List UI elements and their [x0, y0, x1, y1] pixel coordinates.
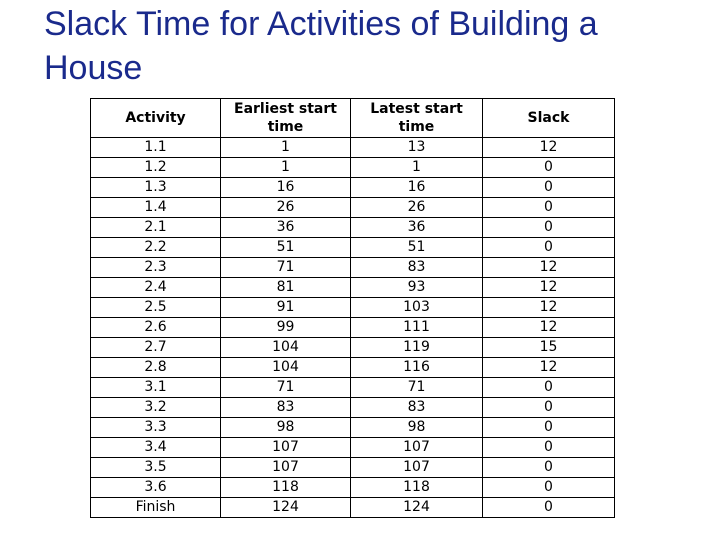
- header-activity: Activity: [91, 99, 221, 138]
- cell-earliest-start: 26: [221, 198, 351, 218]
- cell-activity: 2.4: [91, 278, 221, 298]
- cell-latest-start: 116: [351, 358, 483, 378]
- cell-earliest-start: 104: [221, 338, 351, 358]
- slide-title: Slack Time for Activities of Building a House: [44, 5, 598, 87]
- cell-latest-start: 16: [351, 178, 483, 198]
- table-row: [91, 438, 615, 458]
- cell-latest-start: 1: [351, 158, 483, 178]
- cell-latest-start: 93: [351, 278, 483, 298]
- cell-earliest-start: 1: [221, 158, 351, 178]
- cell-slack: 0: [483, 198, 615, 218]
- cell-slack: 0: [483, 418, 615, 438]
- table-row: [91, 238, 615, 258]
- cell-activity: 1.2: [91, 158, 221, 178]
- table-row: [91, 378, 615, 398]
- cell-slack: 12: [483, 298, 615, 318]
- cell-earliest-start: 83: [221, 398, 351, 418]
- cell-earliest-start: 91: [221, 298, 351, 318]
- cell-latest-start: 26: [351, 198, 483, 218]
- table-row: [91, 138, 615, 158]
- table-row: [91, 318, 615, 338]
- cell-slack: 12: [483, 358, 615, 378]
- cell-latest-start: 83: [351, 258, 483, 278]
- cell-earliest-start: 51: [221, 238, 351, 258]
- cell-activity: 3.2: [91, 398, 221, 418]
- cell-slack: 0: [483, 458, 615, 478]
- table-row: [91, 398, 615, 418]
- header-slack: Slack: [483, 99, 615, 138]
- table-row: [91, 418, 615, 438]
- table-row: [91, 218, 615, 238]
- cell-latest-start: 103: [351, 298, 483, 318]
- cell-earliest-start: 107: [221, 458, 351, 478]
- table-row: [91, 278, 615, 298]
- cell-slack: 0: [483, 178, 615, 198]
- table-header: [91, 99, 615, 138]
- cell-latest-start: 71: [351, 378, 483, 398]
- cell-earliest-start: 71: [221, 258, 351, 278]
- cell-slack: 0: [483, 498, 615, 518]
- cell-latest-start: 51: [351, 238, 483, 258]
- table-row: [91, 158, 615, 178]
- cell-activity: 3.1: [91, 378, 221, 398]
- header-latest-start-time: Latest start time: [351, 99, 483, 138]
- cell-earliest-start: 107: [221, 438, 351, 458]
- cell-activity: 2.5: [91, 298, 221, 318]
- cell-activity: 2.2: [91, 238, 221, 258]
- cell-activity: 2.6: [91, 318, 221, 338]
- cell-slack: 0: [483, 478, 615, 498]
- cell-earliest-start: 104: [221, 358, 351, 378]
- cell-earliest-start: 124: [221, 498, 351, 518]
- cell-activity: 3.5: [91, 458, 221, 478]
- cell-slack: 12: [483, 278, 615, 298]
- cell-slack: 12: [483, 138, 615, 158]
- table-row: [91, 178, 615, 198]
- table-row: [91, 478, 615, 498]
- cell-latest-start: 107: [351, 438, 483, 458]
- slack-table-container: [90, 98, 614, 518]
- cell-latest-start: 124: [351, 498, 483, 518]
- table-row: [91, 298, 615, 318]
- cell-activity: 3.4: [91, 438, 221, 458]
- cell-latest-start: 83: [351, 398, 483, 418]
- table-row: [91, 338, 615, 358]
- cell-slack: 0: [483, 378, 615, 398]
- cell-slack: 0: [483, 158, 615, 178]
- cell-activity: 2.1: [91, 218, 221, 238]
- table-row: [91, 198, 615, 218]
- cell-slack: 0: [483, 398, 615, 418]
- cell-slack: 0: [483, 438, 615, 458]
- table-body: [91, 138, 615, 518]
- cell-slack: 0: [483, 238, 615, 258]
- cell-activity: Finish: [91, 498, 221, 518]
- cell-earliest-start: 81: [221, 278, 351, 298]
- cell-activity: 2.7: [91, 338, 221, 358]
- cell-latest-start: 98: [351, 418, 483, 438]
- header-earliest-start-time: Earliest start time: [221, 99, 351, 138]
- cell-latest-start: 118: [351, 478, 483, 498]
- table-row: [91, 498, 615, 518]
- cell-earliest-start: 99: [221, 318, 351, 338]
- cell-slack: 12: [483, 258, 615, 278]
- cell-latest-start: 111: [351, 318, 483, 338]
- cell-earliest-start: 1: [221, 138, 351, 158]
- cell-earliest-start: 16: [221, 178, 351, 198]
- cell-activity: 1.4: [91, 198, 221, 218]
- cell-activity: 2.3: [91, 258, 221, 278]
- cell-latest-start: 13: [351, 138, 483, 158]
- table-row: [91, 358, 615, 378]
- cell-activity: 3.6: [91, 478, 221, 498]
- cell-activity: 1.3: [91, 178, 221, 198]
- cell-latest-start: 36: [351, 218, 483, 238]
- cell-slack: 0: [483, 218, 615, 238]
- table-row: [91, 258, 615, 278]
- cell-latest-start: 119: [351, 338, 483, 358]
- header-row: [91, 99, 615, 138]
- cell-earliest-start: 36: [221, 218, 351, 238]
- table-row: [91, 458, 615, 478]
- cell-slack: 12: [483, 318, 615, 338]
- cell-activity: 3.3: [91, 418, 221, 438]
- slack-time-table: [90, 98, 615, 518]
- cell-activity: 2.8: [91, 358, 221, 378]
- cell-slack: 15: [483, 338, 615, 358]
- cell-earliest-start: 71: [221, 378, 351, 398]
- cell-earliest-start: 118: [221, 478, 351, 498]
- cell-earliest-start: 98: [221, 418, 351, 438]
- cell-latest-start: 107: [351, 458, 483, 478]
- cell-activity: 1.1: [91, 138, 221, 158]
